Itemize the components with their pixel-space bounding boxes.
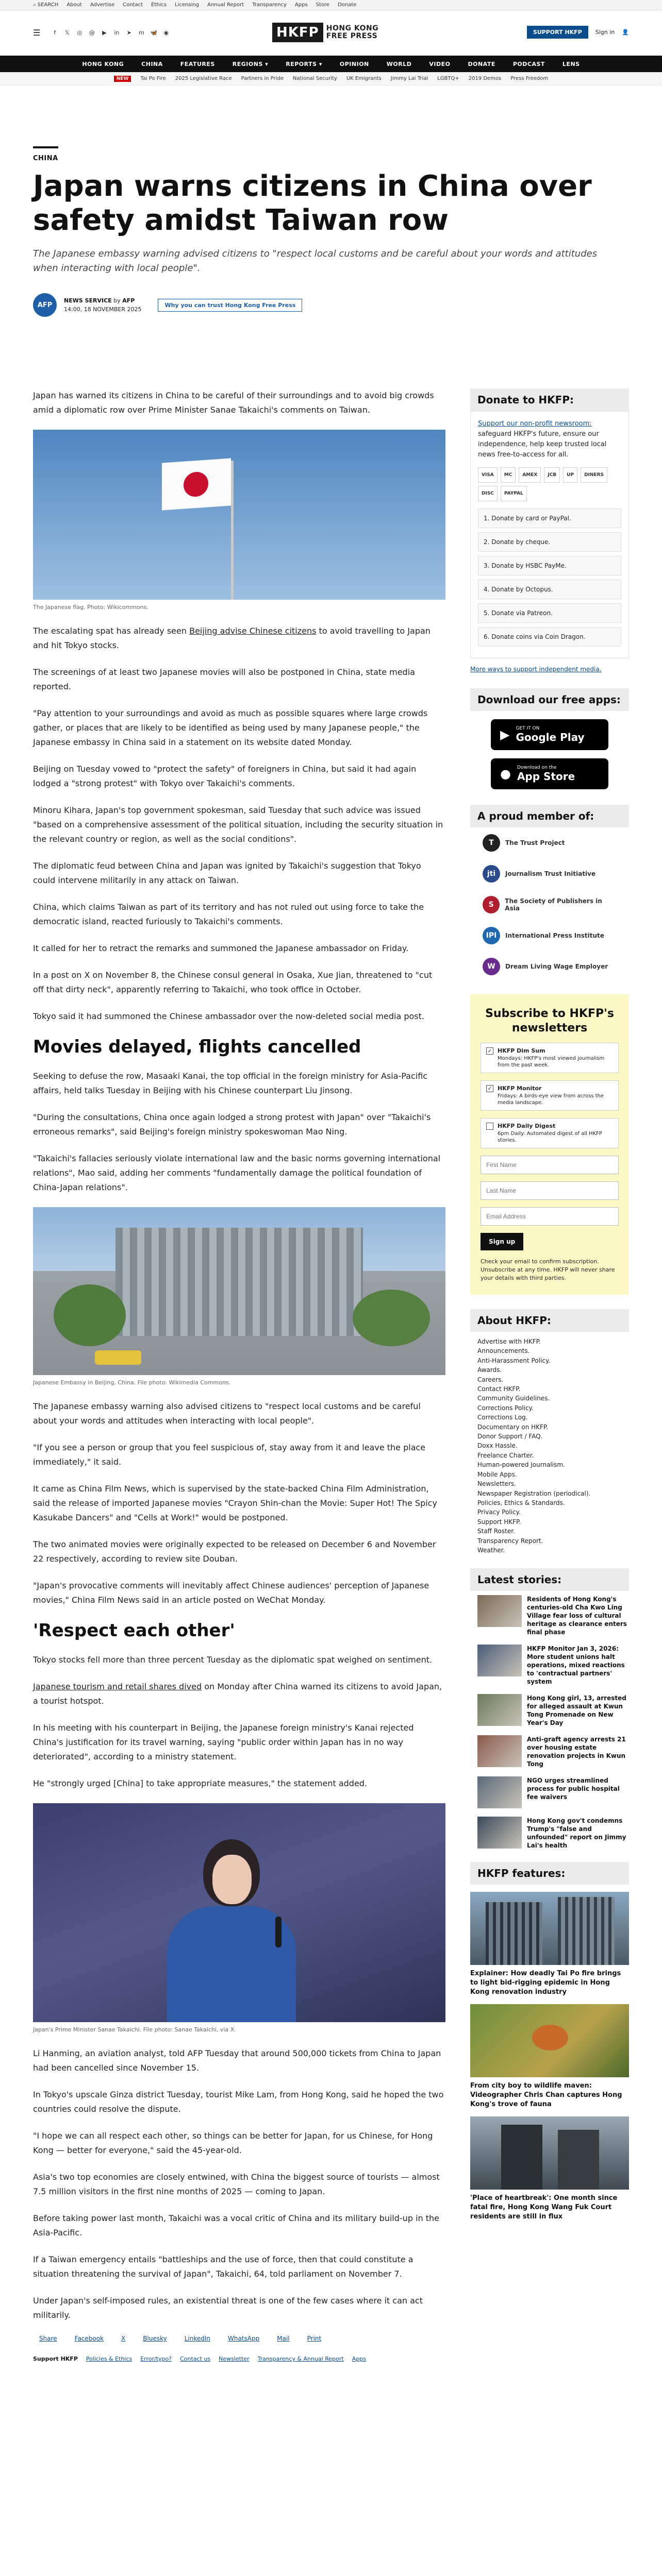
support-hkfp-link[interactable]: Support HKFP — [33, 2355, 78, 2362]
nav-podcast[interactable]: PODCAST — [512, 60, 545, 67]
paragraph: In a post on X on November 8, the Chinese consul general in Osaka, Xue Jian, threatened to "cut off that dirty neck", apparently referring to Takaichi, who took office in October. — [33, 970, 433, 994]
latest-heading: Latest stories: — [470, 1568, 629, 1591]
byline-agency[interactable]: AFP — [122, 297, 135, 304]
paragraph: Seeking to defuse the row, Masaaki Kanai, the top official in the foreign ministry for Asia-Pacific affairs, held talks Tuesday in Beijing with his Chinese counterpart Liu Jinsong. — [33, 1071, 428, 1095]
byline-date: 14:00, 18 NOVEMBER 2025 — [64, 306, 142, 313]
story-thumbnail — [477, 1645, 522, 1676]
topbar-link-ethics[interactable]: Ethics — [151, 2, 167, 8]
byline-source: NEWS SERVICE — [64, 297, 112, 304]
feature-thumbnail — [470, 1892, 629, 1965]
donate-option-cheque[interactable]: 2. Donate by cheque. — [478, 532, 621, 552]
feature-item[interactable]: From city boy to wildlife maven: Videographer Chris Chan captures Hong Kong's trove of fauna — [470, 2004, 629, 2109]
paragraph: Before taking power last month, Takaichi was a vocal critic of China and its military build-up in the Asia-Pacific. — [33, 2213, 439, 2238]
jti-icon: jti — [483, 865, 500, 883]
share-bluesky-link[interactable]: Bluesky — [143, 2335, 167, 2342]
share-facebook-link[interactable]: Facebook — [74, 2335, 104, 2342]
donate-option-coins[interactable]: 6. Donate coins via Coin Dragon. — [478, 627, 621, 647]
trust-button[interactable]: Why you can trust Hong Kong Free Press — [158, 299, 302, 312]
site-logo[interactable] — [272, 23, 378, 42]
about-link[interactable]: Support HKFP. — [477, 1518, 521, 1526]
paragraph: The diplomatic feud between China and Japan was ignited by Takaichi's suggestion that Tokyo could intervene militarily in any attack on Taiwan. — [33, 861, 421, 885]
instagram-icon[interactable]: ◎ — [77, 29, 82, 36]
nav-regions[interactable]: REGIONS ▾ — [232, 60, 269, 67]
about-link[interactable]: Freelance Charter. — [477, 1451, 534, 1459]
about-link[interactable]: Careers. — [477, 1376, 504, 1383]
story-thumbnail — [477, 1817, 522, 1849]
google-play-icon: ▶ — [500, 727, 510, 742]
story-title: NGO urges streamlined process for public hospital fee waivers — [527, 1777, 620, 1801]
paragraph: "If you see a person or group that you feel suspicious of, stay away from it and leave the place immediately," it said. — [33, 1443, 426, 1467]
living-wage-icon: W — [483, 958, 500, 975]
share-whatsapp-link[interactable]: WhatsApp — [228, 2335, 260, 2342]
header-left — [33, 28, 170, 38]
page-content — [33, 146, 629, 2362]
apps-heading: Download our free apps: — [470, 688, 629, 711]
trust-project-icon: T — [483, 834, 500, 852]
latest-story[interactable] — [470, 1640, 629, 1690]
topic-nav — [0, 72, 662, 86]
newsletter-note: Check your email to confirm subscription. Unsubscribe at any time. HKFP will never share your details with third parties. — [481, 1258, 615, 1281]
amex-icon: AMEX — [519, 467, 541, 483]
photo-caption: Japanese Embassy in Beijing, China. File photo: Wikimedia Commons. — [33, 1379, 231, 1386]
about-link[interactable]: Doxx Hassle. — [477, 1442, 518, 1450]
about-link[interactable]: Privacy Policy. — [477, 1509, 521, 1516]
rss-icon[interactable]: ◉ — [163, 29, 169, 36]
donate-option-octopus[interactable]: 4. Donate by Octopus. — [478, 580, 621, 599]
tourism-shares-link[interactable]: Japanese tourism and retail shares dived — [33, 1682, 202, 1691]
new-badge: NEW — [114, 76, 131, 82]
topbar-link-advertise[interactable]: Advertise — [90, 2, 115, 8]
about-link[interactable]: Anti-Harassment Policy. — [477, 1357, 551, 1364]
member-jti[interactable]: jti Journalism Trust Initiative — [470, 858, 629, 889]
member-trust-project[interactable]: T The Trust Project — [470, 827, 629, 858]
latest-story[interactable] — [470, 1731, 629, 1772]
nav-video[interactable]: VIDEO — [429, 60, 451, 67]
nav-reports[interactable]: REPORTS ▾ — [286, 60, 322, 67]
apple-icon: ● — [500, 767, 511, 781]
share-mail-link[interactable]: Mail — [277, 2335, 290, 2342]
discover-icon: DISC — [478, 486, 498, 501]
main-nav — [0, 56, 662, 72]
about-link[interactable]: Policies, Ethics & Standards. — [477, 1499, 565, 1506]
topbar-link-about[interactable]: About — [67, 2, 82, 8]
share-x-link[interactable]: X — [121, 2335, 126, 2342]
sopa-icon: S — [483, 896, 500, 913]
error-typo-link[interactable]: Error/typo? — [140, 2355, 172, 2362]
payment-icons — [478, 467, 621, 501]
about-link[interactable]: Human-powered Journalism. — [477, 1461, 565, 1469]
embassy-building — [115, 1228, 363, 1336]
more-ways-link[interactable]: More ways to support independent media. — [470, 666, 602, 673]
paragraph: If a Taiwan emergency entails "battleships and the use of force, then that could constitute a situation threatening the survival of Japan", Takaichi, 64, told parliament on November 7. — [33, 2255, 413, 2279]
trees — [54, 1284, 126, 1346]
topbar-link-licensing[interactable]: Licensing — [175, 2, 200, 8]
nav-opinion[interactable]: OPINION — [339, 60, 369, 67]
japanese-flag — [162, 458, 231, 510]
paragraph: "I hope we can all respect each other, so things can be better for Japan, for us Chinese, for Hong Kong — better for everyone," said the 45-year-old. — [33, 2131, 433, 2155]
paragraph: Japanese tourism and retail shares dived on Monday after China warned its citizens to avoid Japan, a tourist hotspot. — [33, 1682, 442, 1706]
taxi — [95, 1350, 141, 1365]
article-title: Japan warns citizens in China over safety amidst Taiwan row — [33, 170, 592, 237]
logo-text: HONG KONG FREE PRESS — [326, 24, 379, 40]
latest-list — [470, 1591, 629, 1854]
threads-icon[interactable]: @ — [89, 29, 95, 36]
topic-tai-po-fire[interactable]: Tai Po Fire — [140, 76, 166, 81]
support-hkfp-button[interactable]: SUPPORT HKFP — [527, 26, 588, 39]
feature-item[interactable]: 'Place of heartbreak': One month since fatal fire, Hong Kong Wang Fuk Court residents are still in flux — [470, 2116, 629, 2222]
about-link[interactable]: Contact HKFP. — [477, 1385, 521, 1393]
member-heading: A proud member of: — [470, 805, 629, 827]
share-bar — [39, 2335, 445, 2342]
ipi-icon: IPI — [483, 927, 500, 944]
flag-sun — [184, 471, 208, 497]
about-link[interactable]: Staff Roster. — [477, 1528, 515, 1535]
x-icon[interactable]: 𝕏 — [64, 29, 70, 36]
member-living-wage[interactable]: W Dream Living Wage Employer — [470, 951, 629, 982]
contact-us-link[interactable]: Contact us — [180, 2355, 211, 2362]
paragraph: "Pay attention to your surroundings and avoid as much as possible squares where large crowds gather, or places that are likely to be identified as being used by many Japanese people," the Japanese embassy in China said in a statement on its website dated Monday. — [33, 708, 428, 747]
nav-hong-kong[interactable]: HONG KONG — [82, 60, 124, 67]
feature-thumbnail — [470, 2004, 629, 2077]
story-thumbnail — [477, 1735, 522, 1767]
feature-item[interactable]: Explainer: How deadly Tai Po fire brings to light bid-rigging epidemic in Hong Kong renovation industry — [470, 1892, 629, 1997]
header-right — [527, 26, 629, 39]
paragraph: He "strongly urged [China] to take appropriate measures," the statement added. — [33, 1778, 368, 1788]
flagpole — [231, 461, 234, 600]
sign-in-link[interactable]: Sign in — [595, 29, 615, 36]
first-name-field[interactable] — [481, 1156, 619, 1174]
telegram-icon[interactable]: ➤ — [126, 29, 131, 36]
user-icon[interactable]: 👤 — [622, 29, 629, 36]
topic-national-security[interactable]: National Security — [292, 76, 337, 81]
member-ipi[interactable]: IPI International Press Institute — [470, 920, 629, 951]
app-store-button[interactable]: ● Download on the App Store — [491, 758, 608, 789]
paragraph: In his meeting with his counterpart in Beijing, the Japanese foreign ministry's Kanai rejected China's justification for its travel warning, saying "public order within Japan has in no way deteriorated", according to a ministry statement. — [33, 1723, 414, 1761]
about-link[interactable]: Corrections Log. — [477, 1414, 528, 1421]
nav-china[interactable]: CHINA — [141, 60, 163, 67]
topbar-link-apps[interactable]: Apps — [294, 2, 308, 8]
paragraph: The screenings of at least two Japanese movies will also be postponed in China, state media reported. — [33, 667, 415, 691]
newsletter-option-daily-digest[interactable]: HKFP Daily Digest 6pm Daily: Automated digest of all HKFP stories. — [481, 1118, 619, 1148]
tower — [501, 2125, 542, 2190]
about-link[interactable]: Awards. — [477, 1366, 502, 1374]
transparency-link[interactable]: Transparency & Annual Report — [257, 2355, 344, 2362]
paragraph: Tokyo said it had summoned the Chinese ambassador over the now-deleted social media post. — [33, 1011, 424, 1021]
social-icons — [51, 29, 170, 37]
section-heading: Movies delayed, flights cancelled — [33, 1037, 361, 1057]
topbar-link-transparency[interactable]: Transparency — [252, 2, 287, 8]
donate-option-card[interactable]: 1. Donate by card or PayPal. — [478, 509, 621, 528]
nav-world[interactable]: WORLD — [386, 60, 412, 67]
latest-story[interactable] — [470, 1812, 629, 1854]
scaffolding — [558, 1897, 615, 1965]
paragraph: "Takaichi's fallacies seriously violate international law and the basic norms governing international relations", Mao said, adding her comments "fundamentally damage the political foundation of China-Japan relations". — [33, 1154, 441, 1192]
search-link[interactable]: ⌕ SEARCH — [33, 2, 59, 8]
top-utility-bar — [0, 0, 662, 10]
paragraph: Asia's two top economies are closely entwined, with China the biggest source of tourists — almost 7.5 million visitors in the first nine months of 2025 — coming to Japan. — [33, 2172, 440, 2196]
nav-donate[interactable]: DONATE — [468, 60, 495, 67]
article-footer-links — [33, 2355, 445, 2362]
checkbox-checked[interactable]: ✓ — [486, 1085, 493, 1092]
search-icon: ⌕ — [33, 2, 36, 8]
story-title: Hong Kong girl, 13, arrested for alleged assault at Kwun Tong Promenade on New Year's Day — [527, 1694, 626, 1727]
embassy-photo — [33, 1207, 445, 1375]
apps-link[interactable]: Apps — [352, 2355, 366, 2362]
paypal-icon: PAYPAL — [501, 486, 527, 501]
about-link[interactable]: Newsletters. — [477, 1480, 516, 1488]
paragraph: Japan has warned its citizens in China to be careful of their surroundings and to avoid big crowds amid a diplomatic row over Prime Minister Sanae Takaichi's comments on Taiwan. — [33, 391, 434, 415]
menu-icon[interactable]: ☰ — [33, 28, 41, 38]
newsletter-title: Subscribe to HKFP's newsletters — [485, 1007, 614, 1035]
newsletter-option-monitor[interactable]: ✓ HKFP Monitor Fridays: A birds-eye view from across the media landscape. — [481, 1080, 619, 1111]
diners-icon: DINERS — [581, 467, 607, 483]
paragraph: Minoru Kihara, Japan's top government spokesman, said Tuesday that such advice was issued "based on a comprehensive assessment of the political situation, including the security situation in the relevant country or region, as well as the social conditions". — [33, 805, 443, 844]
paragraph: Under Japan's self-imposed rules, an existential threat is one of the few cases where it can act militarily. — [33, 2296, 423, 2320]
support-newsroom-link[interactable]: Support our non-profit newsroom: — [478, 420, 592, 428]
unionpay-icon: UP — [563, 467, 577, 483]
story-title: Anti-graft agency arrests 21 over housing estate renovation projects in Kwun Tong — [527, 1736, 626, 1768]
topic-legislative-race[interactable]: 2025 Legislative Race — [175, 76, 232, 81]
topic-lgbtq[interactable]: LGBTQ+ — [437, 76, 459, 81]
photo-caption: The Japanese flag. Photo: Wikicommons. — [33, 604, 148, 611]
donate-box: Support our non-profit newsroom: safeguard HKFP's future, ensure our independence, help keep trusted local news free-to-access for all. VISA MC AMEX JCB UP DINERS DISC PAYPAL 1. Donate by card or PayPal. 2. Donate by cheque. 3. Donate by HSBC PayMe. 4. Donate by Octopus. 5. Donate via Patreon. 6. Donate coins via Coin Dragon. — [470, 411, 629, 658]
byline — [33, 293, 629, 317]
takaichi-photo — [33, 1803, 445, 2022]
about-link[interactable]: Corrections Policy. — [477, 1404, 534, 1412]
about-link[interactable]: Documentary on HKFP. — [477, 1423, 549, 1431]
latest-story[interactable] — [470, 1772, 629, 1812]
topic-press-freedom[interactable]: Press Freedom — [510, 76, 549, 81]
google-play-button[interactable]: ▶ GET IT ON Google Play — [491, 719, 608, 750]
about-list — [470, 1332, 629, 1560]
latest-story[interactable] — [470, 1591, 629, 1640]
story-thumbnail — [477, 1595, 522, 1627]
mastodon-icon[interactable]: m — [138, 29, 144, 36]
paragraph: It came as China Film News, which is supervised by the state-backed China Film Administration, said the release of imported Japanese movies "Crayon Shin-chan the Movie: Super Hot! The Spicy Kasukabe Dancers" and "Cells at Work!" would be postponed. — [33, 1484, 437, 1522]
checkbox-checked[interactable]: ✓ — [486, 1047, 493, 1055]
share-link[interactable]: Share — [39, 2335, 57, 2342]
paragraph: China, which claims Taiwan as part of its territory and has not ruled out using force to take the democratic island, reacted furiously to Takaichi's comments. — [33, 902, 424, 926]
paragraph: Tokyo stocks fell more than three percent Tuesday as the diplomatic spat weighed on sentiment. — [33, 1655, 433, 1665]
article-body — [33, 388, 445, 2362]
story-thumbnail — [477, 1776, 522, 1808]
jcb-icon: JCB — [544, 467, 560, 483]
donate-option-patreon[interactable]: 5. Donate via Patreon. — [478, 603, 621, 623]
topic-2019-demos[interactable]: 2019 Demos — [468, 76, 502, 81]
nav-lens[interactable]: LENS — [562, 60, 580, 67]
microphone — [275, 1917, 282, 1947]
last-name-field[interactable] — [481, 1181, 619, 1200]
newsletter-option-dim-sum[interactable]: ✓ HKFP Dim Sum Mondays: HKFP's most viewed journalism from the past week. — [481, 1043, 619, 1073]
newsletter-link[interactable]: Newsletter — [219, 2355, 250, 2362]
paragraph: "During the consultations, China once again lodged a strong protest with Japan" over "Takaichi's erroneous remarks", said Beijing's foreign ministry spokeswoman Mao Ning. — [33, 1112, 431, 1137]
trees — [353, 1290, 430, 1346]
topic-jimmy-lai-trial[interactable]: Jimmy Lai Trial — [390, 76, 428, 81]
email-field[interactable] — [481, 1207, 619, 1226]
about-link[interactable]: Community Guidelines. — [477, 1395, 550, 1402]
feature-thumbnail — [470, 2116, 629, 2190]
paragraph: The Japanese embassy warning also advised citizens to "respect local customs and be careful about your words and attitudes when interacting with local people". — [33, 1401, 421, 1426]
about-link[interactable]: Transparency Report. — [477, 1537, 543, 1545]
sidebar — [470, 388, 629, 2222]
logo-box: HKFP — [272, 23, 323, 42]
article-subtitle: The Japanese embassy warning advised citizens to "respect local customs and be careful about your words and attitudes when interacting with local people". — [33, 248, 598, 274]
about-link[interactable]: Weather. — [477, 1546, 505, 1554]
article-category[interactable]: CHINA — [33, 146, 58, 162]
facebook-icon[interactable]: f — [54, 29, 56, 36]
about-link[interactable]: Announcements. — [477, 1347, 530, 1355]
bluesky-icon[interactable]: 🦋 — [150, 29, 158, 36]
nav-features[interactable]: FEATURES — [180, 60, 215, 67]
donate-option-payme[interactable]: 3. Donate by HSBC PayMe. — [478, 556, 621, 575]
byline-meta: NEWS SERVICE by AFP 14:00, 18 NOVEMBER 2025 — [64, 297, 142, 313]
linkedin-icon[interactable]: in — [114, 29, 120, 36]
scaffolding — [486, 1902, 542, 1965]
topbar-link-annual-report[interactable]: Annual Report — [207, 2, 244, 8]
person-face — [212, 1855, 252, 1904]
topic-partners-in-pride[interactable]: Partners in Pride — [241, 76, 284, 81]
site-header — [0, 10, 662, 56]
paragraph: The two animated movies were originally expected to be released on December 6 and November 22 respectively, according to review site Douban. — [33, 1539, 436, 1564]
sign-up-button[interactable]: Sign up — [481, 1233, 523, 1250]
print-link[interactable]: Print — [307, 2335, 322, 2342]
topbar-link-donate[interactable]: Donate — [338, 2, 357, 8]
paragraph: It called for her to retract the remarks and summoned the Japanese ambassador on Friday. — [33, 943, 409, 953]
section-heading: 'Respect each other' — [33, 1620, 235, 1641]
topbar-link-store[interactable]: Store — [316, 2, 330, 8]
youtube-icon[interactable]: ▶ — [102, 29, 107, 36]
beijing-advice-link[interactable]: Beijing advise Chinese citizens — [189, 626, 317, 636]
tower — [558, 2130, 599, 2190]
bird — [532, 2025, 568, 2050]
about-heading: About HKFP: — [470, 1309, 629, 1332]
paragraph: "Japan's provocative comments will inevitably affect Chinese audiences' perception of Japanese movies," China Film News said in an article posted on WeChat Monday. — [33, 1581, 429, 1605]
policies-link[interactable]: Policies & Ethics — [86, 2355, 133, 2362]
features-heading: HKFP features: — [470, 1862, 629, 1885]
about-link[interactable]: Donor Support / FAQ. — [477, 1433, 543, 1440]
visa-icon: VISA — [478, 467, 498, 483]
topic-uk-emigrants[interactable]: UK Emigrants — [346, 76, 382, 81]
about-link[interactable]: Advertise with HKFP. — [477, 1338, 541, 1345]
photo-caption: Japan's Prime Minister Sanae Takaichi. File photo: Sanae Takaichi, via X. — [33, 2026, 236, 2033]
latest-story[interactable] — [470, 1690, 629, 1731]
about-link[interactable]: Newspaper Registration (periodical). — [477, 1489, 591, 1497]
topbar-link-contact[interactable]: Contact — [123, 2, 143, 8]
flag-photo — [33, 430, 445, 600]
newsletter-box — [470, 994, 629, 1295]
about-link[interactable]: Mobile Apps. — [477, 1470, 517, 1478]
paragraph: The escalating spat has already seen Beijing advise Chinese citizens to avoid travelling to Japan and hit Tokyo stocks. — [33, 626, 431, 650]
story-title: Residents of Hong Kong's centuries-old Cha Kwo Ling Village fear loss of cultural heritage as clearance enters final phase — [527, 1596, 627, 1636]
checkbox[interactable] — [486, 1123, 493, 1130]
paragraph: Beijing on Tuesday vowed to "protect the safety" of foreigners in China, but said it had again lodged a "strong protest" with Tokyo over Takaichi's comments. — [33, 764, 417, 788]
paragraph: In Tokyo's upscale Ginza district Tuesday, tourist Mike Lam, from Hong Kong, said he hoped the two countries could resolve the dispute. — [33, 2090, 444, 2114]
story-title: Hong Kong gov't condemns Trump's "false and unfounded" report on Jimmy Lai's health — [527, 1817, 626, 1850]
story-thumbnail — [477, 1694, 522, 1726]
share-linkedin-link[interactable]: LinkedIn — [184, 2335, 210, 2342]
donate-heading: Donate to HKFP: — [470, 388, 629, 411]
mastercard-icon: MC — [501, 467, 516, 483]
author-avatar: AFP — [33, 293, 57, 317]
story-title: HKFP Monitor Jan 3, 2026: More student unions halt operations, mixed reactions to 'contractual partners' system — [527, 1645, 625, 1686]
paragraph: Li Hanming, an aviation analyst, told AFP Tuesday that around 500,000 tickets from China to Japan had been cancelled since November 15. — [33, 2048, 441, 2073]
member-sopa[interactable]: S The Society of Publishers in Asia — [470, 889, 629, 920]
